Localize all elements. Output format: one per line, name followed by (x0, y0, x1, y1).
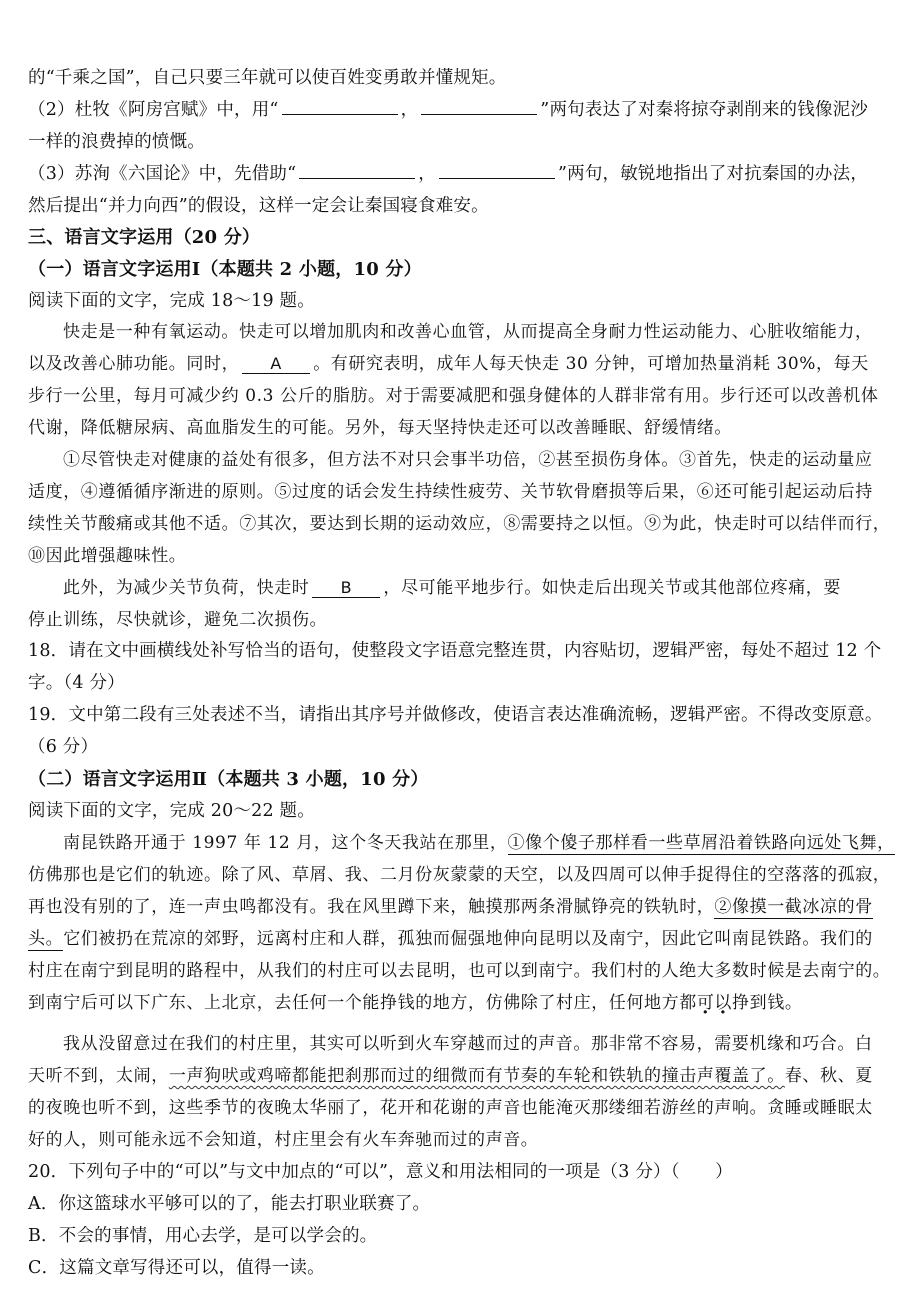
blank-b[interactable]: B (312, 579, 380, 598)
question-19: 19．文中第二段有三处表述不当，请指出其序号并做修改，使语言表达准确流畅，逻辑严密。不得改变原意。 (28, 705, 883, 725)
passage4-line: 再也没有别的了，连一声虫鸣都没有。我在风里蹲下来，触摸那两条滑腻铮亮的铁轨时，②像摸一截冰凉的骨 (28, 897, 873, 917)
text-line: 然后提出“并力向西”的假设，这样一定会让秦国寝食难安。 (28, 196, 489, 216)
answer-blank[interactable] (299, 160, 415, 179)
passage3-line: 此外，为减少关节负荷，快走时 B ，尽可能平地步行。如快走后出现关节或其他部位疼痛，要 (63, 578, 842, 598)
passage4-line: 南昆铁路开通于 1997 年 12 月，这个冬天我站在那里，①像个傻子那样看一些草屑沿着铁路向远处飞舞， (63, 833, 895, 853)
passage2-line: ⑩因此增强趣味性。 (28, 546, 187, 566)
question-18: 18．请在文中画横线处补写恰当的语句，使整段文字语意完整连贯，内容贴切，逻辑严密，每处不超过 12 个 (28, 641, 882, 661)
underlined-sentence-2-end: 头。 (28, 929, 64, 949)
passage4-line: 仿佛那也是它们的轨迹。除了风、草屑、我、二月份灰蒙蒙的天空，以及四周可以伸手捉得住的空落落的孤寂， (28, 865, 891, 885)
wavy-underlined-sentence: 一声狗吠或鸡啼都能把刹那而过的细微而有节奏的车轮和铁轨的撞击声覆盖了。 (168, 1066, 785, 1086)
answer-blank[interactable] (421, 96, 537, 115)
option-c[interactable]: C．这篇文章写得还可以，值得一读。 (28, 1258, 325, 1278)
underlined-sentence-2: ②像摸一截冰凉的骨 (714, 897, 873, 917)
option-a[interactable]: A．你这篮球水平够可以的了，能去打职业联赛了。 (28, 1194, 431, 1214)
passage3-line: 停止训练，尽快就诊，避免二次损伤。 (28, 610, 328, 630)
passage4-line: 到南宁后可以下广东、上北京，去任何一个能挣钱的地方，仿佛除了村庄，任何地方都可以挣到钱。 (28, 993, 803, 1013)
part2-title: （二）语言文字运用Ⅱ（本题共 3 小题，10 分） (28, 769, 429, 790)
passage2-line: ①尽管快走对健康的益处有很多，但方法不对只会事半功倍，②甚至损伤身体。③首先，快走的运动量应 (63, 450, 873, 470)
passage1-line: 代谢，降低糖尿病、高血脂发生的可能。另外，每天坚持快走还可以改善睡眠、舒缓情绪。 (28, 418, 732, 438)
passage5-line: 好的人，则可能永远不会知道，村庄里会有火车奔驰而过的声音。 (28, 1130, 539, 1150)
question-20: 20．下列句子中的“可以”与文中加点的“可以”，意义和用法相同的一项是（3 分）（ ） (28, 1162, 733, 1182)
question-19-cont: （6 分） (28, 737, 99, 757)
part1-intro: 阅读下面的文字，完成 18～19 题。 (28, 291, 315, 311)
answer-blank[interactable] (439, 160, 555, 179)
blank-a[interactable]: A (242, 355, 310, 374)
passage1-line: 步行一公里，每月可减少约 0.3 公斤的脂肪。对于需要减肥和强身健体的人群非常有用。步行还可以改善机体 (28, 386, 879, 406)
passage5-line: 我从没留意过在我们的村庄里，其实可以听到火车穿越而过的声音。那非常不容易，需要机缘和巧合。白 (63, 1034, 873, 1054)
part1-title: （一）语言文字运用Ⅰ（本题共 2 小题，10 分） (28, 259, 422, 280)
fill-question-3: （3）苏洵《六国论》中，先借助“ ， ”两句，敏锐地指出了对抗秦国的办法， (28, 160, 868, 188)
passage1-line: 以及改善心肺功能。同时， A 。有研究表明，成年人每天快走 30 分钟，可增加热量消耗 30%，每天 (28, 354, 869, 374)
text-line: 一样的浪费掉的愤慨。 (28, 132, 205, 152)
underlined-sentence-1: ①像个傻子那样看一些草屑沿着铁路向远处飞舞， (507, 833, 895, 853)
passage2-line: 续性关节酸痛或其他不适。⑦其次，要达到长期的运动效应，⑧需要持之以恒。⑨为此，快走时可以结伴而行， (28, 514, 891, 534)
option-b[interactable]: B．不会的事情，用心去学，是可以学会的。 (28, 1226, 378, 1246)
passage2-line: 适度，④遵循循序渐进的原则。⑤过度的话会发生持续性疲劳、关节软骨磨损等后果，⑥还可能引起运动后持 (28, 482, 873, 502)
dotted-char: 以 (714, 993, 733, 1013)
passage4-line: 村庄在南宁到昆明的路程中，从我们的村庄可以去昆明，也可以到南宁。我们村的人绝大多数时候是去南宁的。 (28, 961, 891, 981)
passage1-line: 快走是一种有氧运动。快走可以增加肌肉和改善心血管，从而提高全身耐力性运动能力、心脏收缩能力， (63, 322, 873, 342)
dotted-char: 可 (696, 993, 715, 1013)
part2-intro: 阅读下面的文字，完成 20～22 题。 (28, 801, 315, 821)
passage4-line: 头。它们被扔在荒凉的郊野，远离村庄和人群，孤独而倔强地伸向昆明以及南宁，因此它叫南昆铁路。我们的 (28, 929, 873, 949)
fill-question-2: （2）杜牧《阿房宫赋》中，用“ ， ”两句表达了对秦将掠夺剥削来的钱像泥沙 (28, 96, 868, 124)
section-title: 三、语言文字运用（20 分） (28, 227, 261, 248)
question-18-cont: 字。（4 分） (28, 673, 125, 693)
text-line: 的“千乘之国”，自己只要三年就可以使百姓变勇敢并懂规矩。 (28, 68, 507, 88)
passage5-line: 天听不到，太闹，一声狗吠或鸡啼都能把刹那而过的细微而有节奏的车轮和铁轨的撞击声覆盖了。春、秋、夏 (28, 1066, 873, 1086)
passage5-line: 的夜晚也听不到，这些季节的夜晚太华丽了，花开和花谢的声音也能淹灭那缕细若游丝的声响。贪睡或睡眠太 (28, 1098, 873, 1118)
answer-blank[interactable] (282, 96, 398, 115)
